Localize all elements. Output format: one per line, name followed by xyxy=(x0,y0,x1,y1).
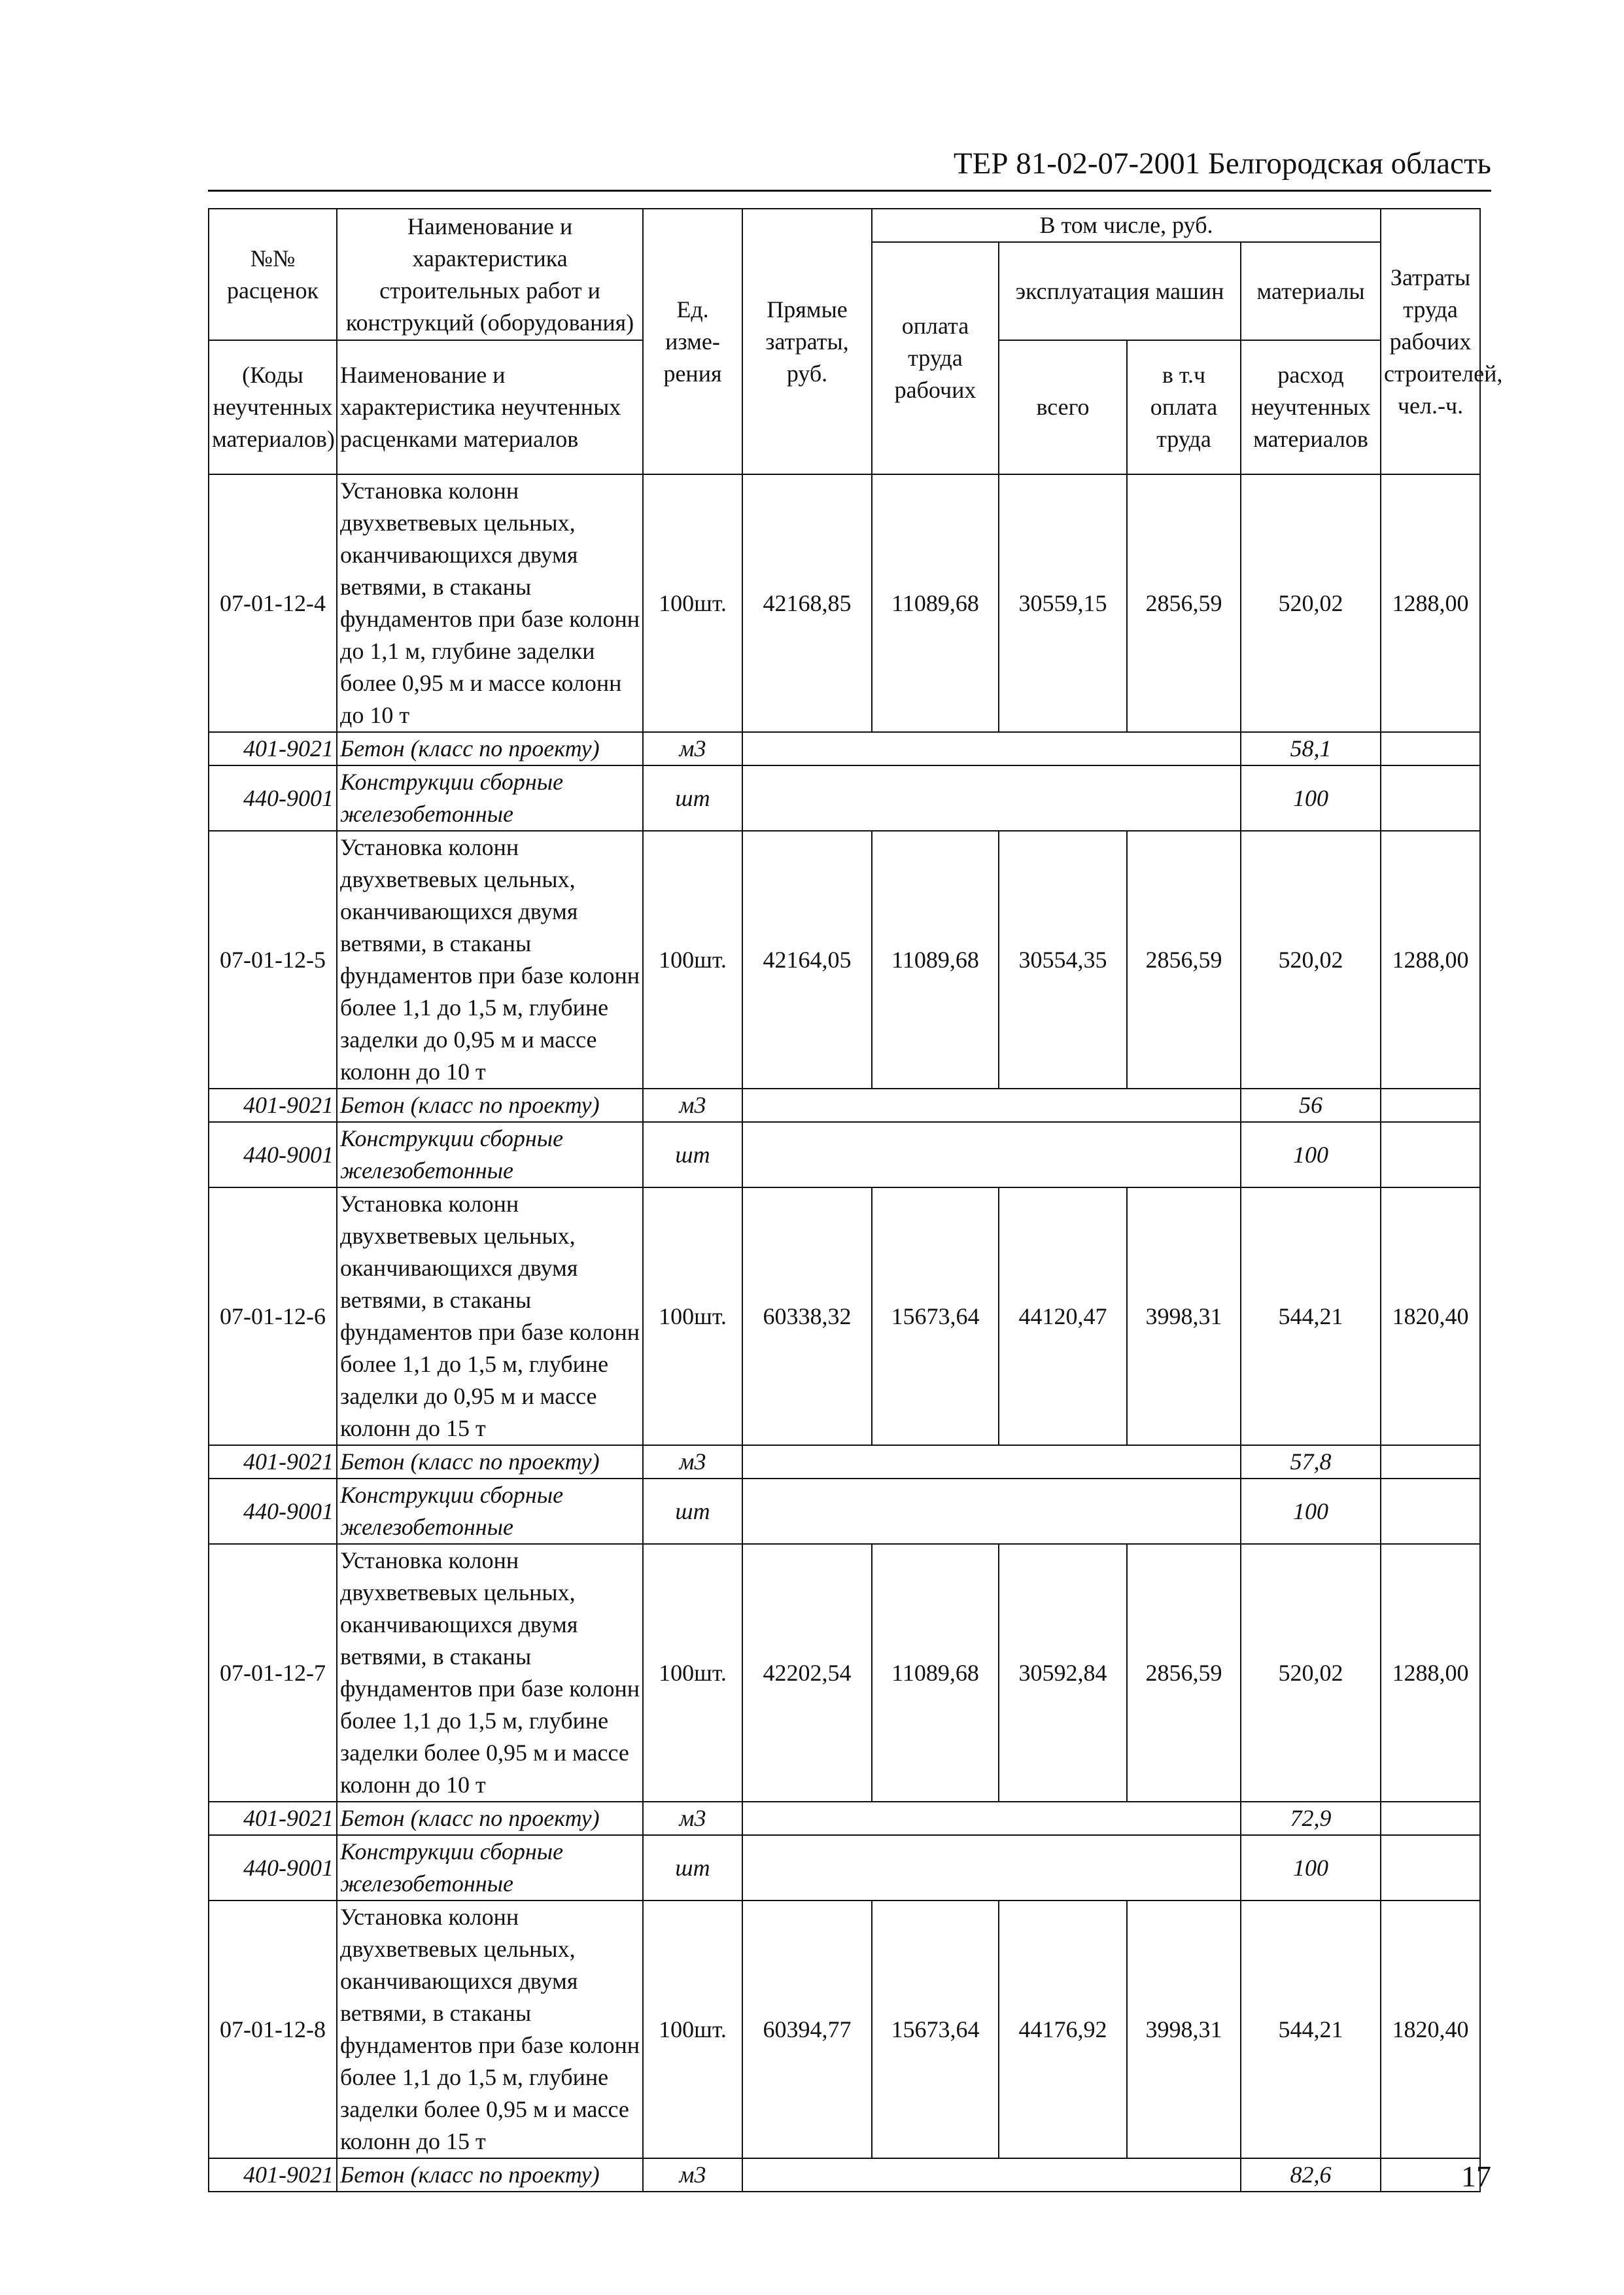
material-empty xyxy=(742,1122,1241,1187)
rate-labor-pay: 11089,68 xyxy=(872,831,999,1089)
col-name-sub-header: Наименование и характеристика неучтенных расценками материалов xyxy=(337,340,643,474)
rate-description: Установка колонн двухветвевых цельных, оканчивающихся двумя ветвями, в стаканы фундаментов при базе колонн более 1,1 до 1,5 м, глубине заделки до 0,95 м и массе колонн до 15 т xyxy=(337,1187,643,1445)
material-unit: шт xyxy=(643,1835,742,1901)
material-empty xyxy=(1381,765,1480,831)
header-rule xyxy=(208,190,1491,192)
rate-labor-cost: 1820,40 xyxy=(1381,1901,1480,2158)
rate-mach-total: 44120,47 xyxy=(999,1187,1127,1445)
rate-materials: 520,02 xyxy=(1241,831,1381,1089)
material-empty xyxy=(1381,1835,1480,1901)
material-row xyxy=(209,1835,1480,1901)
material-unit: м3 xyxy=(643,1089,742,1122)
rate-labor-cost: 1288,00 xyxy=(1381,831,1480,1089)
rate-direct: 42202,54 xyxy=(742,1544,872,1802)
col-machines-header: эксплуатация машин xyxy=(999,242,1241,340)
material-qty: 72,9 xyxy=(1241,1802,1381,1835)
material-row xyxy=(209,2158,1480,2192)
col-code-sub-header: (Коды неучтенных материалов) xyxy=(209,340,337,474)
material-empty xyxy=(742,1445,1241,1479)
material-name: Бетон (класс по проекту) xyxy=(337,1802,643,1835)
rate-labor-pay: 15673,64 xyxy=(872,1901,999,2158)
material-qty: 100 xyxy=(1241,1479,1381,1544)
rate-unit: 100шт. xyxy=(643,1544,742,1802)
material-qty: 56 xyxy=(1241,1089,1381,1122)
rate-labor-pay: 11089,68 xyxy=(872,474,999,732)
rate-code: 07-01-12-4 xyxy=(209,474,337,732)
material-qty: 100 xyxy=(1241,765,1381,831)
material-unit: шт xyxy=(643,765,742,831)
col-mach-total-header: всего xyxy=(999,340,1127,474)
rates-table xyxy=(208,208,1503,2192)
table-head xyxy=(209,209,1503,474)
material-unit: м3 xyxy=(643,2158,742,2192)
rate-mach-pay: 2856,59 xyxy=(1127,1544,1241,1802)
material-qty: 100 xyxy=(1241,1122,1381,1187)
rate-unit: 100шт. xyxy=(643,474,742,732)
material-unit: м3 xyxy=(643,732,742,765)
material-code: 401-9021 xyxy=(209,1802,337,1835)
material-name: Бетон (класс по проекту) xyxy=(337,1089,643,1122)
rate-group xyxy=(209,831,1480,1187)
material-unit: м3 xyxy=(643,1445,742,1479)
material-code: 440-9001 xyxy=(209,1835,337,1901)
material-empty xyxy=(742,732,1241,765)
rate-code: 07-01-12-6 xyxy=(209,1187,337,1445)
material-code: 440-9001 xyxy=(209,1122,337,1187)
rate-materials: 520,02 xyxy=(1241,1544,1381,1802)
material-row xyxy=(209,765,1480,831)
material-code: 401-9021 xyxy=(209,1445,337,1479)
col-unit-header: Ед. изме-рения xyxy=(643,209,742,474)
material-empty xyxy=(742,765,1241,831)
material-row xyxy=(209,1802,1480,1835)
rate-mach-pay: 2856,59 xyxy=(1127,831,1241,1089)
rate-unit: 100шт. xyxy=(643,831,742,1089)
material-empty xyxy=(742,1802,1241,1835)
material-empty xyxy=(742,1089,1241,1122)
rate-mach-total: 30554,35 xyxy=(999,831,1127,1089)
rate-group xyxy=(209,1187,1480,1544)
rate-description: Установка колонн двухветвевых цельных, оканчивающихся двумя ветвями, в стаканы фундаментов при базе колонн до 1,1 м, глубине заделки более 0,95 м и массе колонн до 10 т xyxy=(337,474,643,732)
col-mach-pay-header: в т.ч оплата труда xyxy=(1127,340,1241,474)
material-unit: шт xyxy=(643,1479,742,1544)
table-row xyxy=(209,1187,1480,1445)
table-row xyxy=(209,831,1480,1089)
rate-labor-pay: 11089,68 xyxy=(872,1544,999,1802)
rate-description: Установка колонн двухветвевых цельных, оканчивающихся двумя ветвями, в стаканы фундаментов при базе колонн более 1,1 до 1,5 м, глубине заделки более 0,95 м и массе колонн до 10 т xyxy=(337,1544,643,1802)
material-unit: м3 xyxy=(643,1802,742,1835)
rate-direct: 60394,77 xyxy=(742,1901,872,2158)
material-code: 401-9021 xyxy=(209,2158,337,2192)
col-mat-sub-header: расход неучтенных материалов xyxy=(1241,340,1381,474)
page-number: 17 xyxy=(1461,2160,1491,2193)
material-name: Конструкции сборные железобетонные xyxy=(337,1479,643,1544)
rate-unit: 100шт. xyxy=(643,1901,742,2158)
material-code: 401-9021 xyxy=(209,732,337,765)
rate-labor-cost: 1820,40 xyxy=(1381,1187,1480,1445)
material-code: 440-9001 xyxy=(209,1479,337,1544)
material-empty xyxy=(742,1479,1241,1544)
rate-direct: 42168,85 xyxy=(742,474,872,732)
rate-code: 07-01-12-8 xyxy=(209,1901,337,2158)
rate-materials: 544,21 xyxy=(1241,1187,1381,1445)
rate-description: Установка колонн двухветвевых цельных, оканчивающихся двумя ветвями, в стаканы фундаментов при базе колонн более 1,1 до 1,5 м, глубине заделки до 0,95 м и массе колонн до 10 т xyxy=(337,831,643,1089)
material-row xyxy=(209,1445,1480,1479)
material-empty xyxy=(1381,1445,1480,1479)
rate-mach-total: 30592,84 xyxy=(999,1544,1127,1802)
material-name: Бетон (класс по проекту) xyxy=(337,732,643,765)
material-unit: шт xyxy=(643,1122,742,1187)
material-empty xyxy=(1381,1802,1480,1835)
col-incl-header: В том числе, руб. xyxy=(872,209,1381,242)
rate-group xyxy=(209,1901,1480,2192)
material-empty xyxy=(1381,732,1480,765)
material-code: 440-9001 xyxy=(209,765,337,831)
material-name: Конструкции сборные железобетонные xyxy=(337,1122,643,1187)
material-row xyxy=(209,732,1480,765)
material-empty xyxy=(742,1835,1241,1901)
col-name-header: Наименование и характеристика строительных работ и конструкций (оборудования) xyxy=(337,209,643,340)
material-empty xyxy=(1381,1122,1480,1187)
col-code-header: №№ расценок xyxy=(209,209,337,340)
rate-labor-cost: 1288,00 xyxy=(1381,1544,1480,1802)
rate-code: 07-01-12-7 xyxy=(209,1544,337,1802)
material-row xyxy=(209,1122,1480,1187)
material-name: Конструкции сборные железобетонные xyxy=(337,1835,643,1901)
material-row xyxy=(209,1089,1480,1122)
rate-code: 07-01-12-5 xyxy=(209,831,337,1089)
material-name: Бетон (класс по проекту) xyxy=(337,2158,643,2192)
material-qty: 58,1 xyxy=(1241,732,1381,765)
rate-labor-cost: 1288,00 xyxy=(1381,474,1480,732)
col-labor-cost-header: Затраты труда рабочих строителей, чел.-ч. xyxy=(1381,209,1480,474)
col-direct-header: Прямые затраты, руб. xyxy=(742,209,872,474)
material-name: Бетон (класс по проекту) xyxy=(337,1445,643,1479)
material-code: 401-9021 xyxy=(209,1089,337,1122)
material-empty xyxy=(1381,1479,1480,1544)
rate-labor-pay: 15673,64 xyxy=(872,1187,999,1445)
rate-unit: 100шт. xyxy=(643,1187,742,1445)
rate-group xyxy=(209,1544,1480,1901)
rate-mach-total: 44176,92 xyxy=(999,1901,1127,2158)
table-row xyxy=(209,1901,1480,2158)
document-header: ТЕР 81-02-07-2001 Белгородская область xyxy=(953,147,1491,181)
rate-group xyxy=(209,474,1480,831)
material-empty xyxy=(1381,1089,1480,1122)
rate-mach-pay: 2856,59 xyxy=(1127,474,1241,732)
col-materials-header: материалы xyxy=(1241,242,1381,340)
material-name: Конструкции сборные железобетонные xyxy=(337,765,643,831)
col-labor-pay-header: оплата труда рабочих xyxy=(872,242,999,474)
table-row xyxy=(209,1544,1480,1802)
rate-mach-pay: 3998,31 xyxy=(1127,1901,1241,2158)
material-row xyxy=(209,1479,1480,1544)
material-qty: 100 xyxy=(1241,1835,1381,1901)
rate-direct: 60338,32 xyxy=(742,1187,872,1445)
material-empty xyxy=(742,2158,1241,2192)
rate-materials: 520,02 xyxy=(1241,474,1381,732)
rate-description: Установка колонн двухветвевых цельных, оканчивающихся двумя ветвями, в стаканы фундаментов при базе колонн более 1,1 до 1,5 м, глубине заделки более 0,95 м и массе колонн до 15 т xyxy=(337,1901,643,2158)
material-qty: 82,6 xyxy=(1241,2158,1381,2192)
rate-materials: 544,21 xyxy=(1241,1901,1381,2158)
table-row xyxy=(209,474,1480,732)
rate-mach-pay: 3998,31 xyxy=(1127,1187,1241,1445)
rate-direct: 42164,05 xyxy=(742,831,872,1089)
material-qty: 57,8 xyxy=(1241,1445,1381,1479)
rate-mach-total: 30559,15 xyxy=(999,474,1127,732)
